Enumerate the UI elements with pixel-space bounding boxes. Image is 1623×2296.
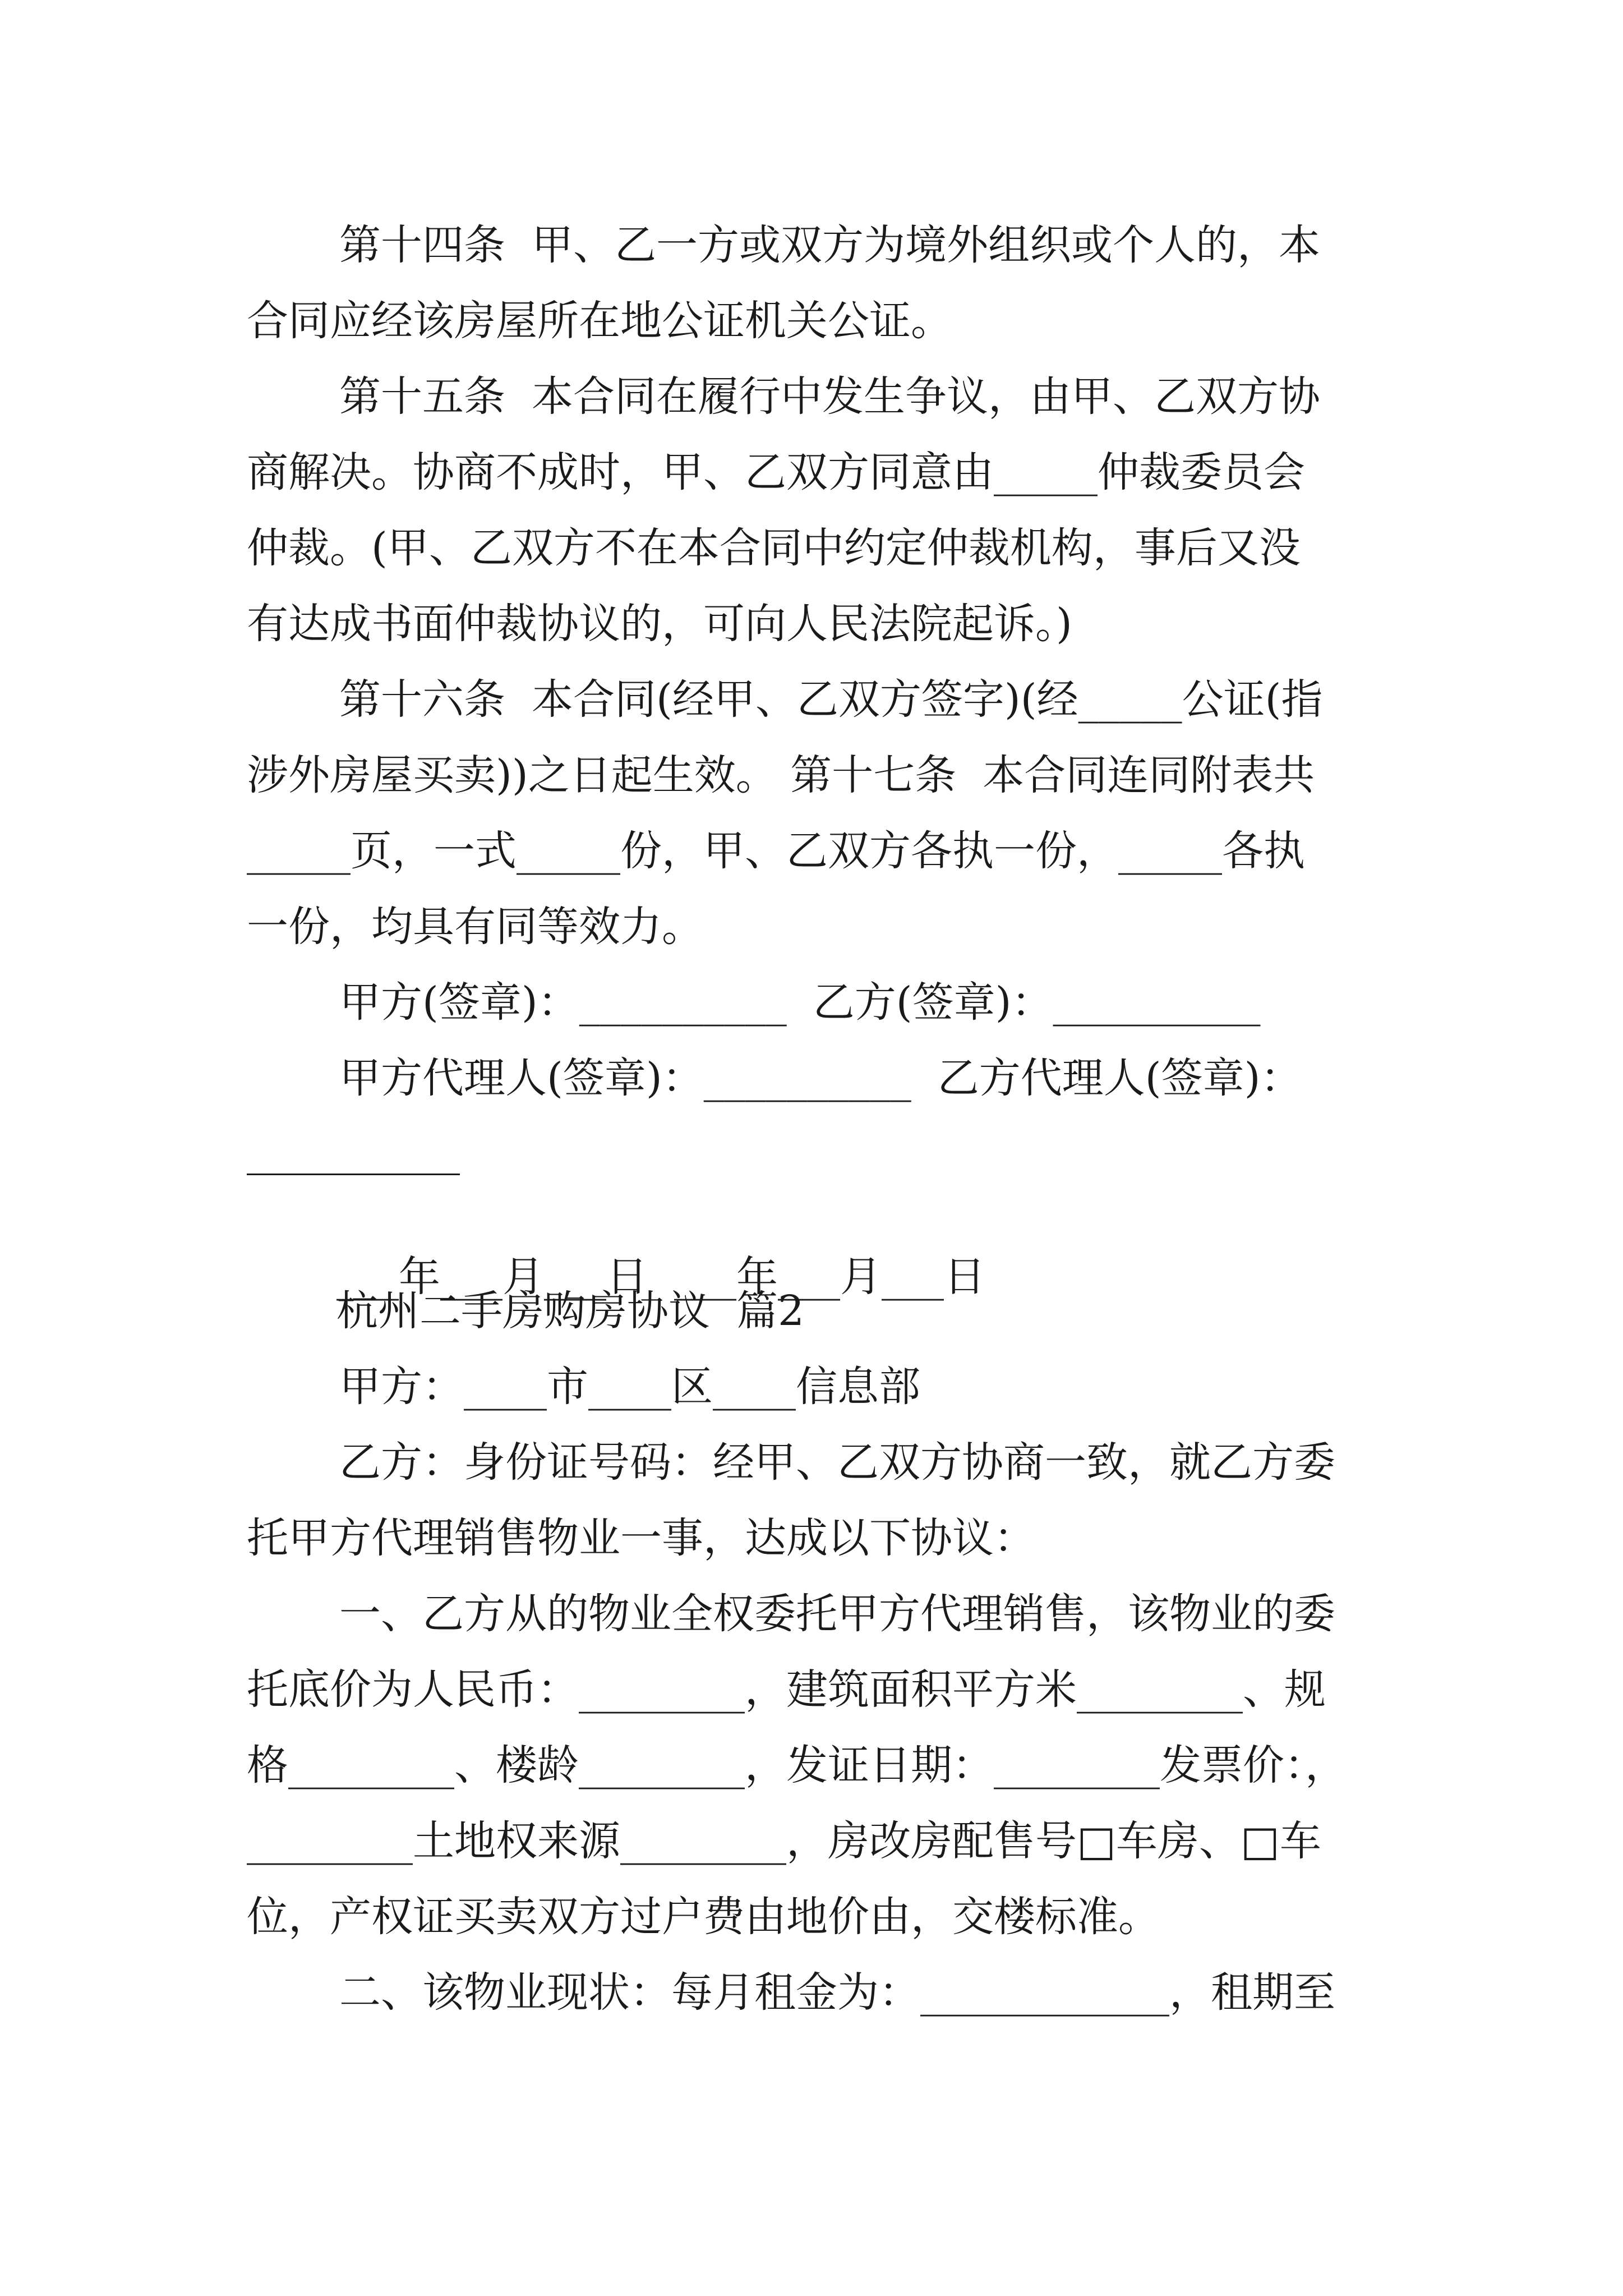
agent-signature-blank (247, 1174, 460, 1175)
clause-16-line-1: 第十六条 本合同(经甲、乙双方签字)(经_____公证(指 (339, 675, 1323, 724)
clause-14-line-1: 第十四条 甲、乙一方或双方为境外组织或个人的，本 (339, 221, 1321, 269)
clause-14-line-2: 合同应经该房屋所在地公证机关公证。 (247, 297, 952, 345)
clause-15-line-2: 商解决。协商不成时，甲、乙双方同意由_____仲裁委员会 (247, 448, 1305, 496)
clause-15-line-4: 有达成书面仲裁协议的，可向人民法院起诉。) (247, 600, 1072, 648)
clause-15-line-1: 第十五条 本合同在履行中发生争议，由甲、乙双方协 (339, 372, 1321, 421)
item-1-line-4: ________土地权来源________，房改房配售号□车房、□车 (247, 1817, 1321, 1865)
clause-15-line-3: 仲裁。(甲、乙双方不在本合同中约定仲裁机构，事后又没 (247, 524, 1301, 572)
agent-signature-line: 甲方代理人(签章)：__________ 乙方代理人(签章)： (339, 1054, 1302, 1102)
section-heading: 杭州二手房购房协议 篇2 (336, 1287, 805, 1335)
party-b-line-1: 乙方：身份证号码：经甲、乙双方协商一致，就乙方委 (339, 1438, 1335, 1487)
party-a-line: 甲方：____市____区____信息部 (339, 1363, 920, 1411)
item-1-line-2: 托底价为人民币：________，建筑面积平方米________、规 (247, 1665, 1326, 1714)
clause-17-line-2: 一份，均具有同等效力。 (247, 903, 703, 951)
party-b-line-2: 托甲方代理销售物业一事，达成以下协议： (247, 1514, 1035, 1562)
clause-17-line-1: _____页，一式_____份，甲、乙双方各执一份，_____各执 (247, 827, 1305, 875)
item-2-line-1: 二、该物业现状：每月租金为：____________，租期至 (339, 1968, 1335, 2017)
party-signature-line: 甲方(签章)：__________ 乙方(签章)：__________ (339, 978, 1261, 1027)
date-line: ___年___月___日 ___年___月___日 (336, 1253, 986, 1301)
item-1-line-1: 一、乙方从的物业全权委托甲方代理销售，该物业的委 (339, 1590, 1335, 1638)
item-1-line-3: 格________、楼龄________，发证日期：________发票价：， (247, 1741, 1347, 1789)
clause-16-line-2: 涉外房屋买卖))之日起生效。 第十七条 本合同连同附表共 (247, 751, 1315, 799)
item-1-line-5: 位，产权证买卖双方过户费由地价由，交楼标准。 (247, 1893, 1160, 1941)
